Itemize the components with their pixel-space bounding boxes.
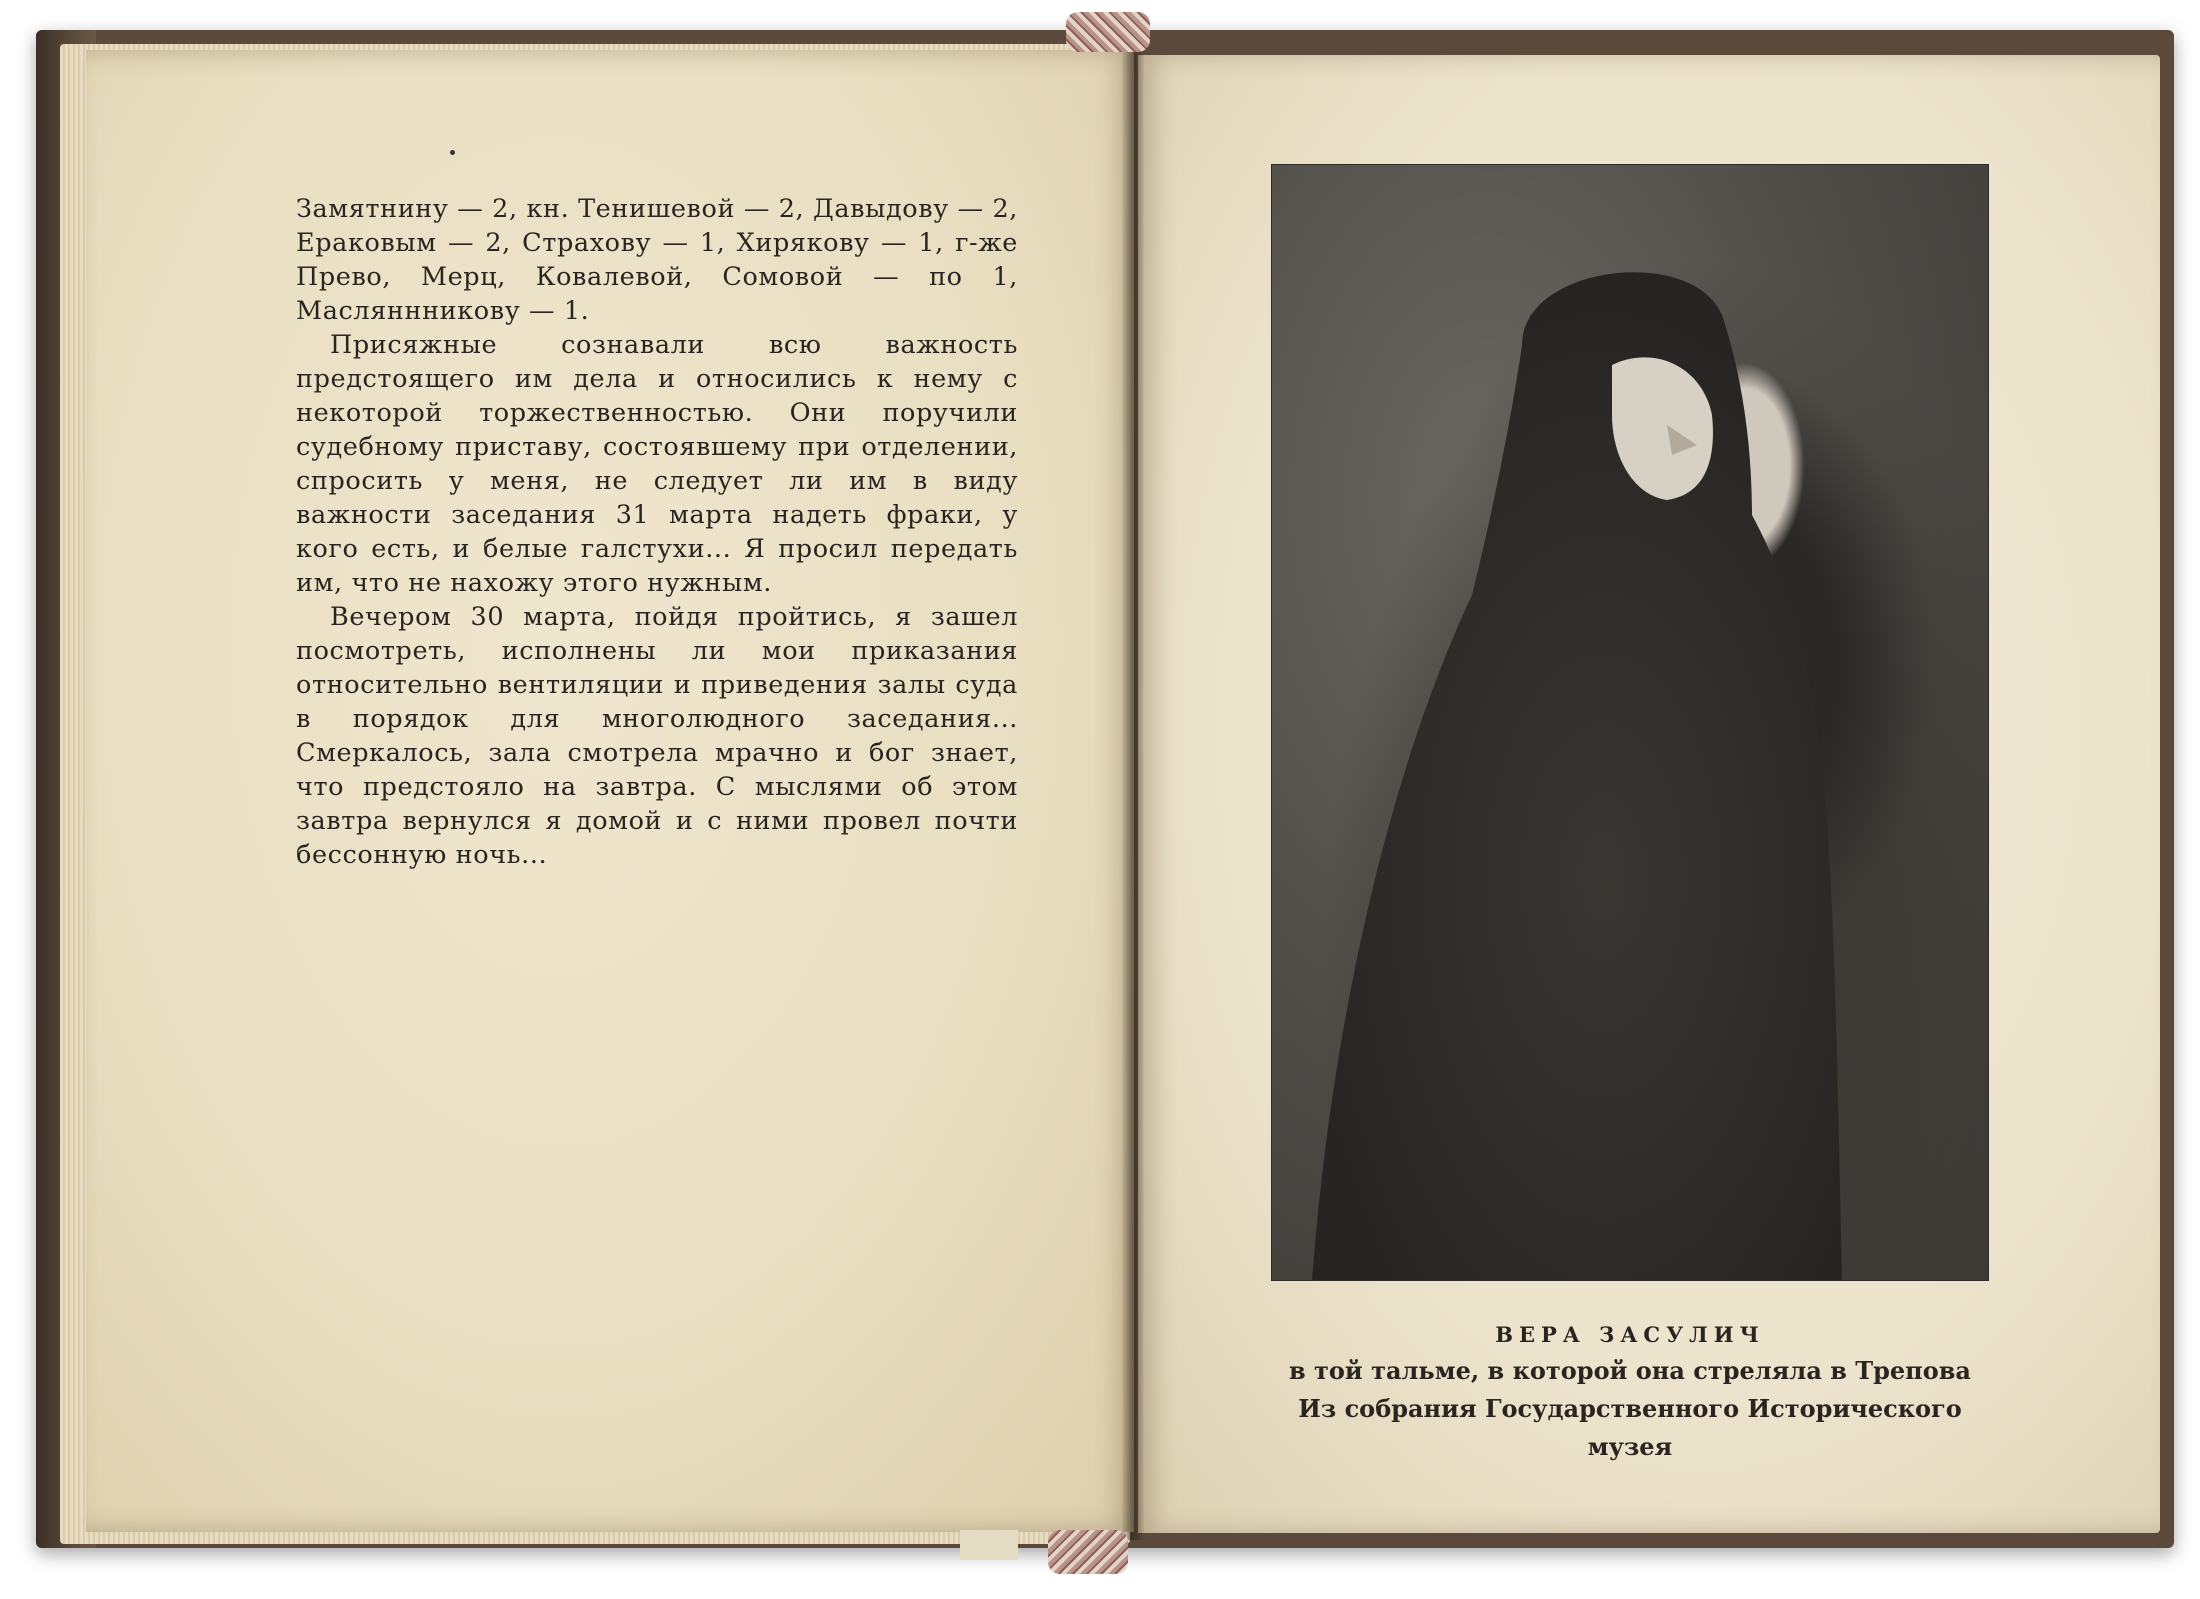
caption-name: ВЕРА ЗАСУЛИЧ	[1495, 1322, 1765, 1347]
binding-thread-bottom	[1048, 1530, 1128, 1574]
caption-line-2: Из собрания Государственного Исторического музея	[1298, 1394, 1962, 1461]
portrait-photo	[1272, 165, 1988, 1280]
paragraph-2: Присяжные сознавали всю важность предстоящего им дела и относились к нему с некоторой торжественностью. Они поручили судебному приставу, состоявшему при отделении, спросить у меня, не следует ли им в виду важности заседания 31 марта надеть фраки, у кого есть, и белые галстухи... Я просил передать им, что не нахожу этого нужным.	[296, 330, 1018, 598]
portrait-figure	[1272, 165, 1988, 1280]
paragraph-3: Вечером 30 марта, пойдя пройтись, я зашел посмотреть, исполнены ли мои приказания относительно вентиляции и приведения залы суда в порядок для многолюдного заседания... Смеркалось, зала смотрела мрачно и бог знает, что предстояло на завтра. С мыслями об этом завтра вернулся я домой и с ними провел почти бессонную ночь...	[296, 602, 1018, 870]
ink-dot	[450, 150, 455, 155]
left-page-text	[296, 192, 1018, 872]
paragraph-1: Замятнину — 2, кн. Тенишевой — 2, Давыдову — 2, Ераковым — 2, Страхову — 1, Хирякову — 1, г-же Прево, Мерц, Ковалевой, Сомовой — по 1, Масляннникову — 1.	[296, 194, 1018, 326]
caption-line-1: в той тальме, в которой она стреляла в Трепова	[1289, 1356, 1971, 1385]
book-gutter	[1122, 40, 1144, 1540]
page-edge-tab	[960, 1530, 1018, 1560]
photo-caption	[1260, 1318, 2000, 1466]
binding-thread-top	[1066, 12, 1150, 52]
